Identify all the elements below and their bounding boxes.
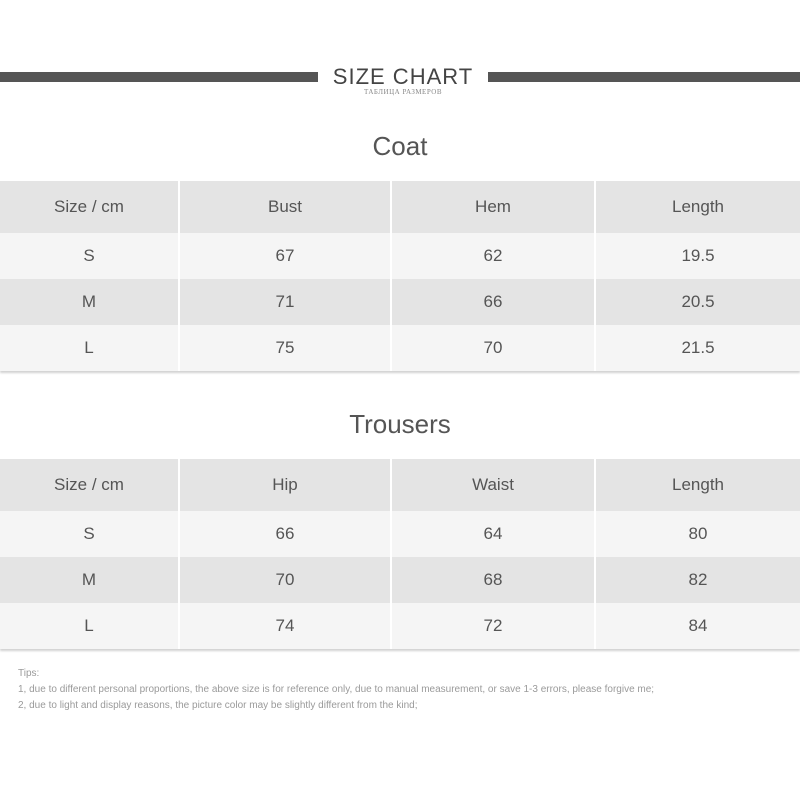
table-cell: 62	[392, 233, 596, 279]
tips-line: 1, due to different personal proportions, the above size is for reference only, due to manual measurement, or save 1-3 errors, please forgive me;	[18, 684, 655, 695]
table-cell: 21.5	[681, 338, 715, 357]
coat-size-table	[0, 181, 800, 371]
table-cell: 74	[180, 603, 392, 649]
column-header: Bust	[180, 181, 392, 233]
table-row	[0, 325, 800, 371]
table-cell: 72	[392, 603, 596, 649]
table-cell: 19.5	[681, 246, 715, 265]
table-cell: S	[0, 233, 180, 279]
table-cell: 71	[180, 279, 392, 325]
table-cell: S	[0, 511, 180, 557]
header-divider-left	[0, 72, 318, 82]
table-cell: 64	[392, 511, 596, 557]
column-header: Length	[672, 197, 724, 216]
table-cell: M	[0, 279, 180, 325]
trousers-section-title: Trousers	[349, 409, 451, 439]
table-cell: 68	[392, 557, 596, 603]
column-header: Size / cm	[0, 181, 180, 233]
table-row	[0, 603, 800, 649]
table-row	[0, 233, 800, 279]
table-cell: 70	[392, 325, 596, 371]
table-row	[0, 557, 800, 603]
table-cell: 20.5	[681, 292, 715, 311]
table-cell: 80	[688, 524, 708, 543]
table-cell: M	[0, 557, 180, 603]
table-cell: 75	[180, 325, 392, 371]
column-header: Length	[672, 475, 724, 494]
table-header-row	[0, 181, 800, 233]
page-title: SIZE CHART	[332, 64, 474, 89]
table-row	[0, 279, 800, 325]
trousers-size-table	[0, 459, 800, 649]
table-row	[0, 511, 800, 557]
table-cell: 82	[688, 570, 708, 589]
table-header-row	[0, 459, 800, 511]
page-subtitle: ТАБЛИЦА РАЗМЕРОВ	[363, 88, 443, 96]
table-cell: 70	[180, 557, 392, 603]
table-cell: 66	[392, 279, 596, 325]
coat-section-title: Coat	[372, 131, 428, 161]
table-cell: L	[0, 603, 180, 649]
table-cell: 67	[180, 233, 392, 279]
table-cell: 66	[180, 511, 392, 557]
column-header: Size / cm	[0, 459, 180, 511]
tips-label: Tips:	[18, 668, 40, 679]
header-divider-right	[488, 72, 800, 82]
table-cell: 84	[688, 616, 708, 635]
table-cell: L	[0, 325, 180, 371]
column-header: Waist	[392, 459, 596, 511]
column-header: Hip	[180, 459, 392, 511]
column-header: Hem	[392, 181, 596, 233]
tips-line: 2, due to light and display reasons, the picture color may be slightly different from the kind;	[18, 700, 418, 711]
tips-note	[18, 666, 788, 714]
